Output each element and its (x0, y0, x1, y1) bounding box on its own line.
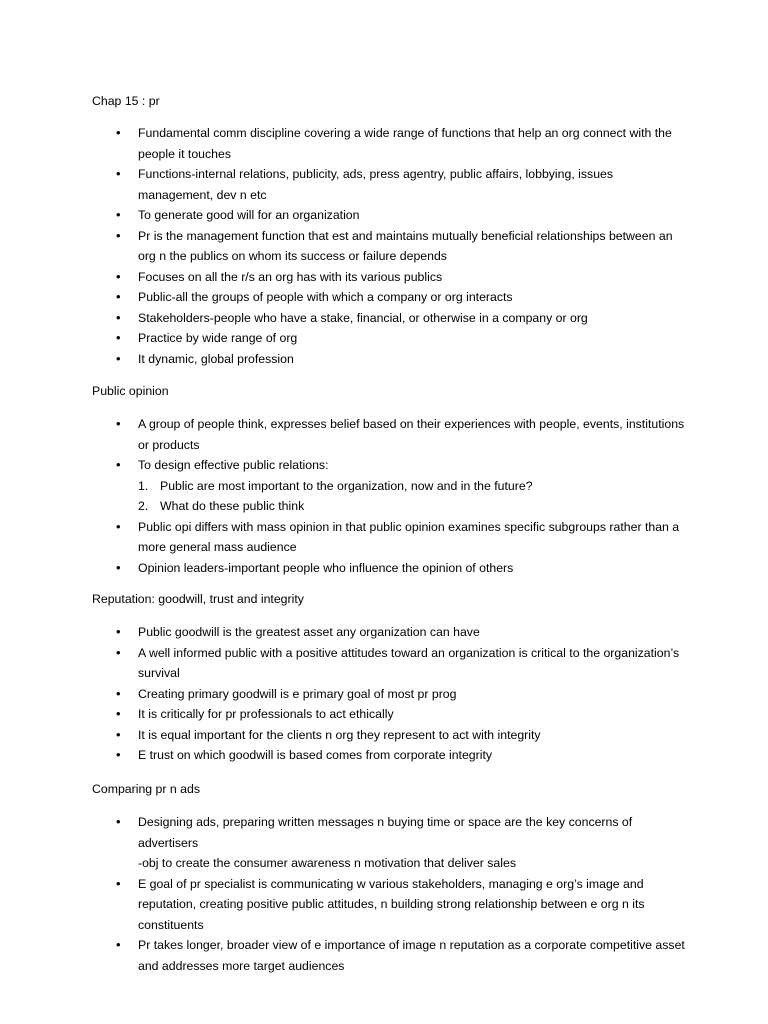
list-item: • Focuses on all the r/s an org has with its various publics (0, 267, 768, 288)
list-item: • A group of people think, expresses belief based on their experiences with people, events, institutions or products (0, 414, 768, 455)
numbered-sublist (138, 476, 688, 517)
list-item: • Stakeholders-people who have a stake, financial, or otherwise in a company or org (0, 308, 768, 329)
list-item: • E trust on which goodwill is based comes from corporate integrity (0, 745, 768, 766)
list-item: • Practice by wide range of org (0, 328, 768, 349)
list-item: • It is equal important for the clients n org they represent to act with integrity (0, 725, 768, 746)
section-heading: Chap 15 : pr (92, 94, 160, 108)
list-item: • Pr takes longer, broader view of e importance of image n reputation as a corporate competitive asset and addresses more target audiences (0, 935, 768, 976)
list-item: • Functions-internal relations, publicity, ads, press agentry, public affairs, lobbying, issues management, dev n etc (0, 164, 768, 205)
list-item: • To design effective public relations: 1. Public are most important to the organization, now and in the future? 2. What do these public think (0, 455, 768, 517)
list-item: • Fundamental comm discipline covering a wide range of functions that help an org connect with the people it touches (0, 123, 768, 164)
sublist-item: 2. What do these public think (138, 499, 305, 513)
list-item: • To generate good will for an organization (0, 205, 768, 226)
section-heading: Comparing pr n ads (92, 782, 200, 796)
list-item: • It dynamic, global profession (0, 349, 768, 370)
list-item: • Creating primary goodwill is e primary goal of most pr prog (0, 684, 768, 705)
list-item: • Public opi differs with mass opinion in that public opinion examines specific subgroups rather than a more general mass audience (0, 517, 768, 558)
list-item: • Designing ads, preparing written messages n buying time or space are the key concerns of advertisers -obj to create the consumer awareness n motivation that deliver sales (0, 812, 768, 874)
list-item: • Opinion leaders-important people who influence the opinion of others (0, 558, 768, 579)
list-item-continuation: -obj to create the consumer awareness n motivation that deliver sales (138, 856, 516, 870)
bullet-list (0, 123, 768, 369)
bullet-list (0, 622, 768, 766)
section-heading: Public opinion (92, 384, 169, 398)
list-item: • Public-all the groups of people with which a company or org interacts (0, 287, 768, 308)
list-item: • Pr is the management function that est and maintains mutually beneficial relationships between an org n the publics on whom its success or failure depends (0, 226, 768, 267)
list-item: • Public goodwill is the greatest asset any organization can have (0, 622, 768, 643)
section-heading: Reputation: goodwill, trust and integrity (92, 592, 304, 606)
bullet-list (0, 414, 768, 578)
list-item: • It is critically for pr professionals to act ethically (0, 704, 768, 725)
bullet-list (0, 812, 768, 976)
list-item: • E goal of pr specialist is communicating w various stakeholders, managing e org’s image and reputation, creating positive public attitudes, n building strong relationship between e org n its constituents (0, 874, 768, 936)
sublist-item: 1. Public are most important to the organization, now and in the future? (138, 478, 533, 493)
list-item: • A well informed public with a positive attitudes toward an organization is critical to the organization’s survival (0, 643, 768, 684)
